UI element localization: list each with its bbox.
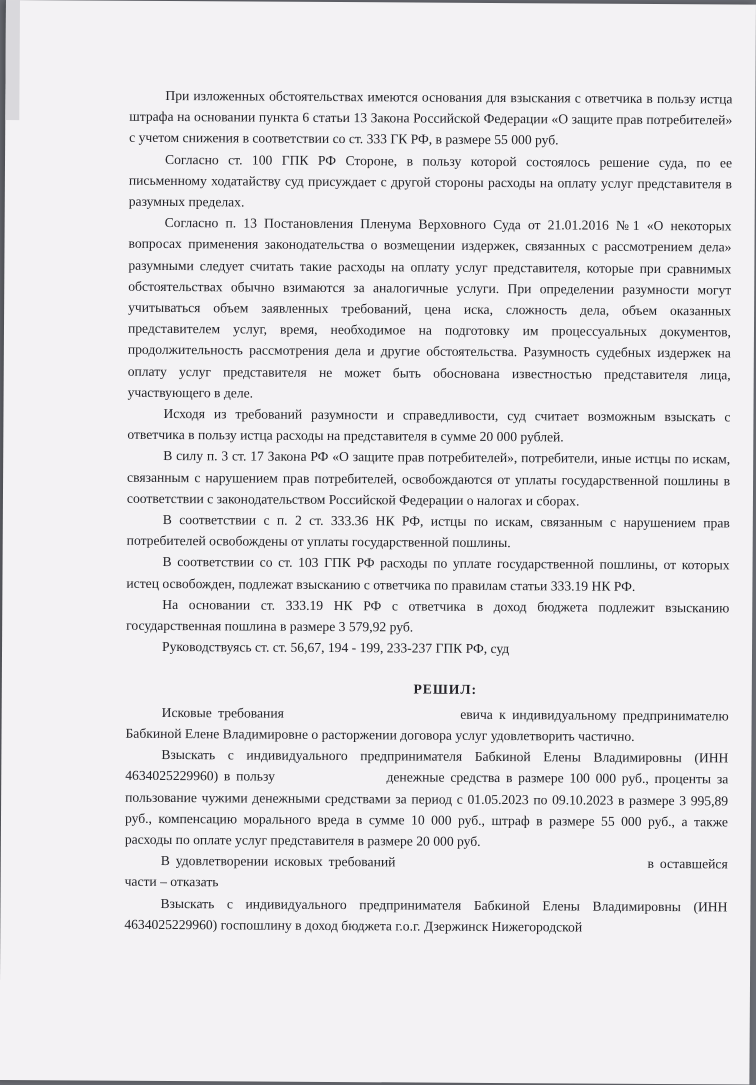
redacted-name (401, 867, 641, 868)
paragraph-guided-by: Руководствуясь ст. ст. 56,67, 194 - 199, 233-237 ГПК РФ, суд (162, 639, 510, 657)
document-body (124, 85, 732, 939)
paragraph-plenum: Согласно п. 13 Постановления Пленума Верховного Суда от 21.01.2016 №1 «О некоторых вопросах применения законодательства о возмещении издержек, связанных с рассмотрением дела» разумными следует считать такие расходы на оплату услуг представителя, которые при сравнимых обстоятельствах обычно взимаются за аналогичные услуги. При определении разумности могут учитываться объем заявленных требований, цена иска, сложность дела, объем оказанных представителем услуг, время, необходимое на подготовку им процессуальных документов, продолжительность рассмотрения дела и другие обстоятельства. Разумность судебных издержек на оплату услуг представителя не может быть обоснована известностью представителя лица, участвующего в деле. (127, 215, 732, 401)
paragraph-duty: Взыскать с индивидуального предпринимателя Бабкиной Елены Владимировны (ИНН 4634025229960) госпошлину в доход бюджета г.о.г. Дзержинск Нижегородской (124, 895, 728, 935)
paragraph-gpk-103: В соответствии со ст. 103 ГПК РФ расходы по уплате государственной пошлины, от которых истец освобожден, подлежат взысканию с ответчика по правилам статьи 333.19 НК РФ. (126, 554, 730, 594)
paragraph-costs-rule: Согласно ст. 100 ГПК РФ Стороне, в пользу которой состоялось решение суда, по ее письменному ходатайству суд присуждает с другой стороны расходы на оплату услуг представителя в разумных пределах. (128, 151, 733, 210)
paragraph-consumer-law: В силу п. 3 ст. 17 Закона РФ «О защите прав потребителей», потребители, иные истцы по искам, связанным с нарушением прав потребителей, освобождаются от уплаты государственной пошлины в соответствии с законодательством Российской Федерации о налогах и сборах. (126, 448, 731, 509)
paragraph-denial: В удовлетворении исковых требований в оставшейся части – отказать (124, 853, 728, 890)
decision-heading: РЕШИЛ: (413, 681, 478, 698)
paragraph-claims: Исковые требования евича к индивидуальному предпринимателю Бабкиной Елене Владимировне о расторжении договора услуг удовлетворить частично. (125, 704, 729, 744)
paragraph-recover: Взыскать с индивидуального предпринимателя Бабкиной Елены Владимировны (ИНН 4634025229960) в пользу денежные средства в размере 100 000 руб., проценты за пользование чужими денежными средствами за период с 01.05.2023 по 09.10.2023 в размере 3 995,89 руб., компенсацию морального вреда в сумме 10 000 руб., штраф в размере 55 000 руб., а также расходы по оплате услуг представителя в размере 20 000 руб. (124, 747, 729, 849)
paragraph-fine: При изложенных обстоятельствах имеются основания для взыскания с ответчика в пользу истца штрафа на основании пункта 6 статьи 13 Закона Российской Федерации «О защите прав потребителей» с учетом снижения в соответствии со ст. 333 ГК РФ, в размере 55 000 руб. (129, 87, 733, 148)
paragraph-reasonableness: Исходя из требований разумности и справедливости, суд считает возможным взыскать с ответчика в пользу истца расходы на представителя в сумме 20 000 рублей. (127, 406, 731, 445)
paragraph-state-duty: На основании ст. 333.19 НК РФ с ответчика в доход бюджета подлежит взысканию государственная пошлина в размере 3 579,92 руб. (126, 596, 730, 635)
previous-page-edge (5, 0, 20, 120)
redacted-name (281, 781, 381, 782)
paragraph-tax-code: В соответствии с п. 2 ст. 333.36 НК РФ, истцы по искам, связанным с нарушением прав потребителей освобождены от уплаты государственной пошлины. (126, 512, 730, 551)
redacted-name (290, 717, 460, 718)
